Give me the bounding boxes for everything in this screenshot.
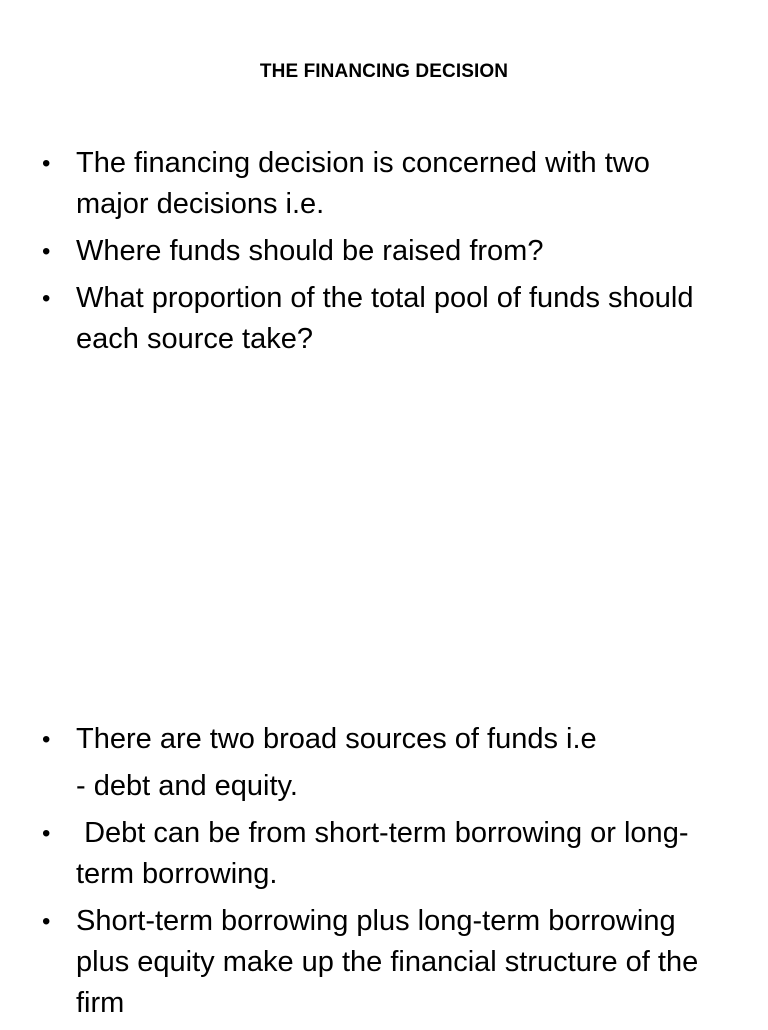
list-item-text: Debt can be from short-term borrowing or long-term borrowing. bbox=[76, 817, 689, 890]
list-item bbox=[0, 278, 768, 360]
list-item bbox=[0, 143, 768, 225]
bullet-icon: • bbox=[42, 726, 51, 753]
list-item bbox=[0, 719, 768, 760]
bullet-icon: • bbox=[42, 908, 51, 935]
list-item-continuation bbox=[0, 766, 768, 807]
list-item-text: There are two broad sources of funds i.e bbox=[76, 723, 597, 755]
page-title: THE FINANCING DECISION bbox=[259, 61, 509, 82]
list-item bbox=[0, 813, 768, 895]
list-item bbox=[0, 901, 768, 1024]
bullet-icon: • bbox=[42, 820, 51, 847]
bullet-icon: • bbox=[42, 285, 51, 312]
list-item bbox=[0, 231, 768, 272]
list-item-text: What proportion of the total pool of funds should each source take? bbox=[76, 282, 694, 355]
list-item-text: Where funds should be raised from? bbox=[76, 235, 544, 267]
bullet-icon: • bbox=[42, 238, 51, 265]
list-item-text: The financing decision is concerned with two major decisions i.e. bbox=[76, 147, 650, 220]
list-item-text: Short-term borrowing plus long-term borrowing plus equity make up the financial structure of the firm bbox=[76, 905, 699, 1019]
continuation-text: - debt and equity. bbox=[76, 770, 298, 802]
bullet-list-bottom bbox=[0, 719, 768, 1030]
bullet-list-top bbox=[0, 143, 768, 366]
bullet-icon: • bbox=[42, 150, 51, 177]
